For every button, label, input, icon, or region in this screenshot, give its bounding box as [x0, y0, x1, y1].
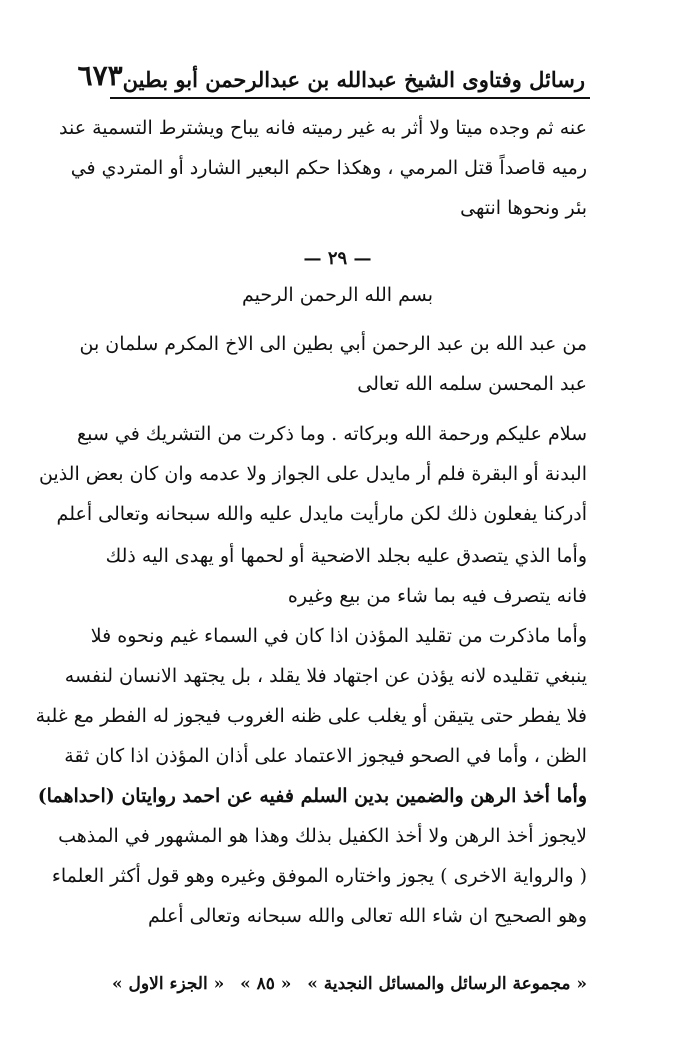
address-block	[79, 324, 587, 404]
text-line: ينبغي تقليده لانه يؤذن عن اجتهاد فلا يقلد ، بل يجتهد الانسان لنفسه	[64, 665, 587, 687]
text-line: ( والرواية الاخرى ) يجوز واختاره الموفق وغيره وهو قول أكثر العلماء	[51, 865, 587, 887]
page-footer	[112, 974, 587, 994]
intro-paragraph	[58, 108, 587, 228]
text-line: لايجوز أخذ الرهن ولا أخذ الكفيل بذلك وهذا هو المشهور في المذهب	[58, 825, 587, 847]
header-title: رسائل وفتاوى الشيخ عبدالله بن عبدالرحمن أبو بطين	[122, 67, 585, 92]
paragraph-sharing-sacrifice	[38, 414, 587, 534]
paragraph-pledge-salam	[37, 776, 587, 936]
text-line: أدركنا يفعلون ذلك لكن مارأيت مايدل عليه والله سبحانه وتعالى أعلم	[56, 503, 587, 525]
text-line: وهو الصحيح ان شاء الله تعالى والله سبحانه وتعالى أعلم	[148, 905, 587, 927]
text-line: فلا يفطر حتى يتيقن أو يغلب على ظنه الغروب فيجوز له الفطر مع غلبة	[35, 705, 587, 727]
footer-collection-title: « مجموعة الرسائل والمسائل النجدية »	[307, 974, 587, 994]
text-line: بئر ونحوها انتهى	[460, 197, 587, 219]
text-line: عبد المحسن سلمه الله تعالى	[357, 373, 587, 395]
text-line: رميه قاصداً قتل المرمي ، وهكذا حكم البعير الشارد أو المتردي في	[70, 157, 587, 179]
text-line: فانه يتصرف فيه بما شاء من بيع وغيره	[287, 585, 587, 607]
paragraph-muezzin	[35, 616, 587, 776]
text-line: وأما أخذ الرهن والضمين بدين السلم ففيه عن احمد روايتان (احداهما)	[37, 785, 587, 807]
text-line: وأما الذي يتصدق عليه بجلد الاضحية أو لحمها أو يهدى اليه ذلك	[105, 545, 587, 567]
text-line: عنه ثم وجده ميتا ولا أثر به غير رميته فانه يباح ويشترط التسمية عند	[58, 117, 587, 139]
paragraph-sacrifice-skin	[105, 536, 587, 616]
header-rule	[110, 97, 590, 99]
footer-volume: « الجزء الاول »	[112, 974, 225, 994]
text-line: وأما ماذكرت من تقليد المؤذن اذا كان في السماء غيم ونحوه فلا	[90, 625, 587, 647]
letter-number: — ٢٩ —	[303, 248, 372, 269]
basmala: بسم الله الرحمن الرحيم	[242, 284, 433, 306]
text-line: البدنة أو البقرة فلم أر مايدل على الجواز ولا عدمه وان كان بعض الذين	[38, 463, 587, 485]
text-line: من عبد الله بن عبد الرحمن أبي بطين الى الاخ المكرم سلمان بن	[79, 333, 587, 355]
text-line: الظن ، وأما في الصحو فيجوز الاعتماد على أذان المؤذن اذا كان ثقة	[64, 745, 587, 767]
header-page-number: ٦٧٣	[77, 59, 123, 92]
footer-page-number: « ٨٥ »	[240, 974, 292, 994]
page-header	[77, 52, 585, 92]
text-line: سلام عليكم ورحمة الله وبركاته . وما ذكرت من التشريك في سبع	[77, 423, 587, 445]
